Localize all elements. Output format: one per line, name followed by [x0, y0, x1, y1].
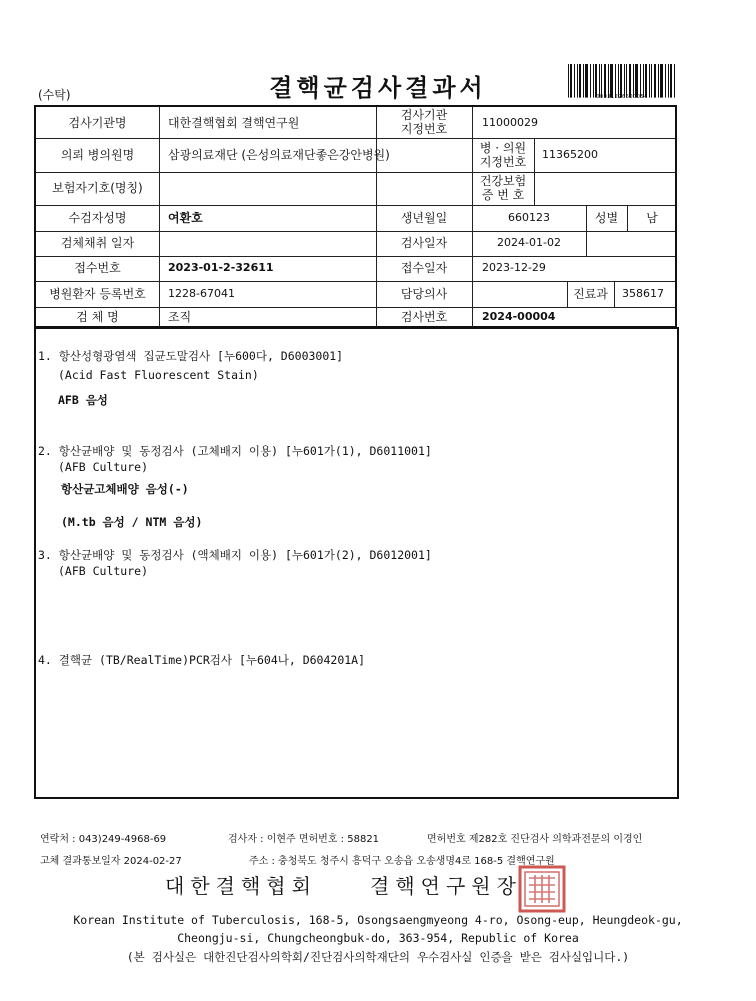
- patient-label: 수검자성명: [68, 211, 127, 225]
- insurer-label: 보험자기호(명칭): [52, 181, 143, 195]
- collect-date-label: 검체채취 일자: [60, 236, 135, 250]
- dob-value: 660123: [508, 211, 550, 224]
- tester-info: 검사자 : 이현주 면허번호 : 58821: [228, 834, 380, 845]
- inst-num-label-1: 검사기관: [400, 108, 448, 122]
- patient-value: 여환호: [168, 211, 203, 225]
- result-3-subtitle: (AFB Culture): [58, 564, 149, 578]
- specimen-value: 조직: [168, 310, 192, 324]
- test-no-value: 2024-00004: [482, 310, 556, 323]
- dob-label: 생년월일: [400, 211, 448, 225]
- result-2-title: 2. 항산균배양 및 동정검사 (고체배지 이용) [누601가(1), D6011001]: [38, 444, 432, 458]
- org-name: 대한결핵협회: [165, 874, 317, 898]
- test-no-label: 검사번호: [400, 310, 448, 324]
- result-1-subtitle: (Acid Fast Fluorescent Stain): [58, 368, 259, 382]
- hospital-label: 의뢰 병의원명: [60, 148, 135, 162]
- info-table: [34, 105, 677, 328]
- test-date-value: 2024-01-02: [497, 236, 561, 249]
- result-4-title: 4. 결핵균 (TB/RealTime)PCR검사 [누604나, D604201A]: [38, 653, 366, 667]
- registration-label: 병원환자 등록번호: [49, 287, 146, 301]
- result-2-value: 항산균고체배양 음성(-): [61, 482, 189, 496]
- recv-date-value: 2023-12-29: [482, 261, 546, 274]
- contact-info: 연락처 : 043)249-4968-69: [40, 834, 167, 845]
- result-2-value-detail: (M.tb 음성 / NTM 음성): [61, 515, 203, 529]
- ins-card-label-1: 건강보험: [479, 174, 527, 188]
- result-2-subtitle: (AFB Culture): [58, 460, 149, 474]
- inst-name-value: 대한결핵협회 결핵연구원: [168, 116, 300, 130]
- document-title: 결핵균검사결과서: [269, 74, 487, 102]
- accession-value: 2023-01-2-32611: [168, 261, 274, 274]
- certification-note: (본 검사실은 대한진단검사의학회/진단검사의학재단의 우수검사실 인증을 받은 검사실입니다.): [126, 950, 630, 964]
- sex-label: 성별: [594, 211, 619, 225]
- sex-value: 남: [646, 211, 658, 225]
- address-info: 주소 : 충청북도 청주시 흥덕구 오송읍 오송생명4로 168-5 결핵연구원: [249, 856, 555, 867]
- report-date: 고체 결과통보일자 2024-02-27: [40, 856, 182, 867]
- ins-card-label-2: 증 번 호: [481, 188, 525, 202]
- hosp-num-value: 11365200: [542, 148, 598, 161]
- result-1-value: AFB 음성: [58, 393, 108, 407]
- hospital-value: 삼광의료재단 (은성의료재단좋은강안병원): [168, 148, 390, 162]
- inst-num-label-2: 지정번호: [400, 122, 448, 136]
- result-3-title: 3. 항산균배양 및 동정검사 (액체배지 이용) [누601가(2), D6012001]: [38, 548, 432, 562]
- results-box: [34, 327, 679, 799]
- barcode-number: 00031226600054: [596, 94, 648, 100]
- hosp-num-label-2: 지정번호: [479, 155, 527, 169]
- recv-date-label: 접수일자: [400, 261, 448, 275]
- english-address-line-1: Korean Institute of Tuberculosis, 168-5, Osongsaengmyeong 4-ro, Osong-eup, Heungdeok-gu,: [73, 913, 683, 927]
- inst-num-value: 11000029: [482, 116, 538, 129]
- inst-name-label: 검사기관명: [68, 116, 127, 130]
- hosp-num-label-1: 병 · 의원: [479, 141, 527, 155]
- accession-label: 접수번호: [74, 261, 121, 275]
- org-director: 결핵연구원장: [370, 874, 522, 898]
- official-seal-icon: [518, 865, 566, 913]
- result-1-title: 1. 항산성형광염색 집균도말검사 [누600다, D6003001]: [38, 349, 344, 363]
- english-address-line-2: Cheongju-si, Chungcheongbuk-do, 363-954, Republic of Korea: [177, 931, 579, 945]
- registration-value: 1228-67041: [168, 287, 235, 300]
- pathologist-info: 면허번호 제282호 진단검사 의학과전문의 이경인: [427, 834, 643, 845]
- receipt-label: (수탁): [38, 88, 71, 102]
- dept-label: 진료과: [573, 287, 608, 301]
- doctor-label: 담당의사: [400, 287, 448, 301]
- test-date-label: 검사일자: [400, 236, 448, 250]
- dept-value: 358617: [622, 287, 664, 300]
- specimen-label: 검 체 명: [76, 310, 119, 324]
